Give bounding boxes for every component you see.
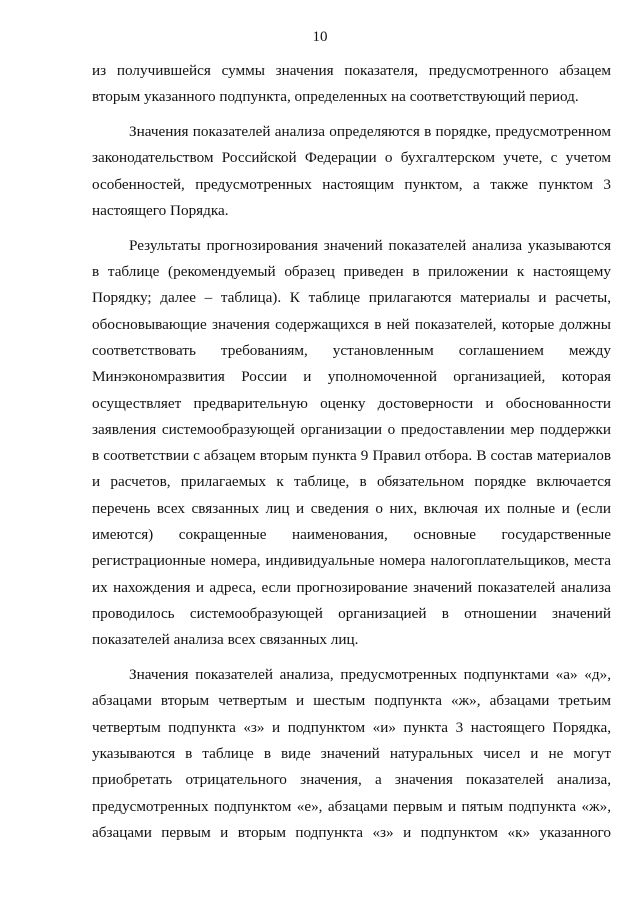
text-line: регистрационные номера, индивидуальные номера налогоплательщиков, места [92, 552, 611, 570]
text-line: проводилось системообразующей организацией в отношении значений [92, 604, 611, 622]
text-line: заявления системообразующей организации о предоставлении мер поддержки [92, 420, 611, 438]
text-line: Результаты прогнозирования значений показателей анализа указываются [129, 236, 611, 254]
text-line: Значения показателей анализа, предусмотренных подпунктами «а» «д», [129, 666, 611, 684]
text-line: соответствовать требованиям, установленным соглашением между [92, 341, 611, 359]
text-line: и расчетов, прилагаемых к таблице, в обязательном порядке включается [92, 473, 611, 491]
paragraph [92, 662, 611, 846]
text-line: обосновывающие значения содержащихся в ней показателей, которые должны [92, 315, 611, 333]
text-line: Порядку; далее – таблица). К таблице прилагаются материалы и расчеты, [92, 289, 611, 307]
text-line: абзацами первым и вторым подпункта «з» и подпунктом «к» указанного [92, 823, 611, 841]
text-line: вторым указанного подпункта, определенных на соответствующий период. [92, 88, 579, 106]
text-line: их нахождения и адреса, если прогнозирование значений показателей анализа [92, 578, 611, 596]
text-line: показателей анализа всех связанных лиц. [92, 631, 359, 649]
text-line: имеются) сокращенные наименования, основные государственные [92, 526, 611, 544]
text-line: приобретать отрицательного значения, а значения показателей анализа, [92, 771, 611, 789]
paragraph [92, 119, 611, 224]
text-line: абзацами вторым четвертым и шестым подпункта «ж», абзацами третьим [92, 692, 611, 710]
paragraph [92, 233, 611, 654]
text-line: в таблице (рекомендуемый образец приведен в приложении к настоящему [92, 263, 611, 281]
text-line: из получившейся суммы значения показателя, предусмотренного абзацем [92, 62, 611, 79]
text-line: особенностей, предусмотренных настоящим пунктом, а также пунктом 3 [92, 175, 611, 193]
text-line: настоящего Порядка. [92, 201, 229, 219]
text-line: перечень всех связанных лиц и сведения о них, включая их полные и (если [92, 499, 611, 517]
text-line: предусмотренных подпунктом «е», абзацами первым и пятым подпункта «ж», [92, 797, 611, 815]
text-line: указываются в таблице в виде значений натуральных чисел и не могут [92, 744, 611, 762]
text-line: осуществляет предварительную оценку достоверности и обоснованности [92, 394, 611, 412]
paragraph [92, 58, 611, 111]
document-body [92, 58, 611, 846]
text-line: Минэкономразвития России и уполномоченной организацией, которая [92, 368, 611, 386]
page-number: 10 [312, 29, 328, 45]
text-line: Значения показателей анализа определяются в порядке, предусмотренном [129, 123, 611, 141]
text-line: в соответствии с абзацем вторым пункта 9 Правил отбора. В состав материалов [92, 447, 611, 465]
text-line: законодательством Российской Федерации о бухгалтерском учете, с учетом [92, 149, 611, 167]
text-line: четвертым подпункта «з» и подпунктом «и» пункта 3 настоящего Порядка, [92, 718, 611, 736]
